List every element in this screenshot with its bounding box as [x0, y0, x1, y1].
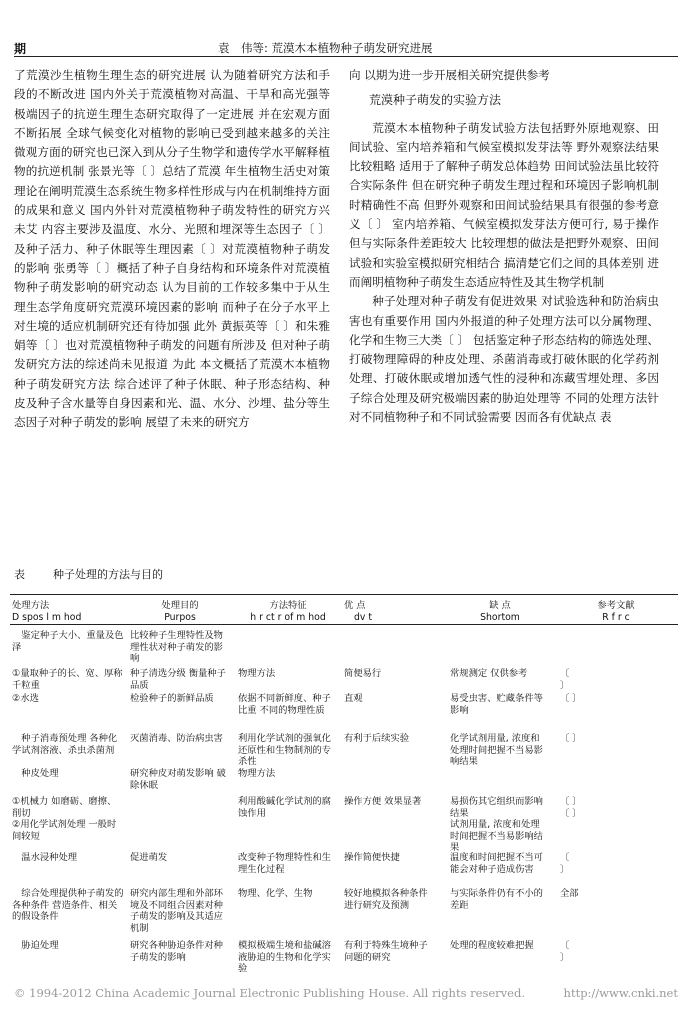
table-cell-feature: 模拟极端生境和盐碱溶液胁迫的生物和化学实验: [238, 940, 331, 974]
table-header-disadvantage: [448, 600, 552, 624]
table-top-rule: [10, 594, 678, 595]
table-cell-feature: 物理、化学、生物: [238, 888, 313, 899]
table-cell-ref: 〔 〕: [560, 733, 582, 744]
table-header-en: Purpos: [164, 612, 196, 623]
table-header-advantage: [344, 600, 444, 624]
table-cell-purpose: 研究种皮对萌发影响 破除休眠: [130, 768, 226, 791]
table-header-en: R f r c: [602, 612, 630, 623]
footer-url: http://www.cnki.net: [563, 986, 678, 1000]
table-header-feature: [236, 600, 340, 624]
table-cell-method: ②水选: [12, 693, 39, 704]
table-header-zh: 处理方法: [12, 600, 50, 611]
header-rule: [14, 56, 678, 57]
table-cell-purpose: 比较种子生理特性及物理性状对种子萌发的影响: [130, 630, 223, 664]
table-cell-method: 鉴定种子大小、重量及色泽: [12, 630, 124, 653]
footer: [14, 986, 678, 1000]
body-paragraph: 了荒漠沙生植物生理生态的研究进展 认为随着研究方法和手段的不断改进 国内外关于荒漠植物对高温、干旱和高光强等极端因子的抗逆生理生态研究取得了一定进展 并在宏观方面不断拓展 全球气候变化对植物的影响已受到越来越多的关注 微观方面的研究也已深入到从分子生物学和遗传学水平解释植物的抗逆机制 张景光等〔 〕总结了荒漠 年生植物生活史对策理论在阐明荒漠生态系统生物多样性形成与内在机制维持方面的成果和意义 国内外针对荒漠植物种子萌发特性的研究方兴未艾 内容主要涉及温度、水分、光照和埋深等生态因子〔 〕及种子活力、种子休眠等生理因素〔 〕对荒漠植物种子萌发的影响 张勇等〔 〕概括了种子自身结构和环境条件对荒漠植物种子萌发影响的研究动态 认为目前的工作较多集中于从生理生态学角度研究荒漠环境因素的影响 而种子在分子水平上对生境的适应机制研究还有待加强 此外 黄振英等〔 〕和朱雅娟等〔 〕也对荒漠植物种子萌发的问题有所涉及 但对种子萌发研究方法的综述尚未见报道 为此 本文概括了荒漠木本植物种子萌发研究方法 综合述评了种子休眠、种子形态结构、种皮及种子含水量等自身因素和光、温、水分、沙埋、盐分等生态因子对种子萌发的影响 展望了未来的研究方: [14, 68, 330, 430]
table-cell-purpose: 灭菌消毒、防治病虫害: [130, 733, 223, 744]
table-cell-method: 温水浸种处理: [21, 852, 78, 863]
table-cell-ref: 〔 〕: [560, 693, 582, 704]
table-cell-purpose: 种子清选分级 衡量种子品质: [130, 668, 226, 691]
table-cell-purpose: 促进萌发: [130, 852, 168, 863]
table-cell-feature: 物理方法: [238, 668, 276, 679]
table-header-zh: 方法特征: [269, 600, 307, 611]
table-header-zh: 处理目的: [161, 600, 199, 611]
table-cell-method: 综合处理提供种子萌发的各种条件 营造条件、相关的假设条件: [12, 888, 124, 922]
table-cell-feature: 依据不同新鲜度、种子比重 不同的物理性质: [238, 693, 331, 716]
table-header-purpose: [128, 600, 232, 624]
table-cell-ref: 全部: [560, 888, 579, 899]
table-cell-adv: 操作方便 效果显著: [344, 796, 422, 807]
table-cell-ref: 〔 〕: [560, 940, 570, 963]
body-paragraph: 荒漠木本植物种子萌发试验方法包括野外原地观察、田间试验、室内培养箱和气候室模拟发芽法等 野外观察法结果比较粗略 适用于了解种子萌发总体趋势 田间试验法虽比较符合实际条件 但在研究种子萌发生理过程和环境因子影响机制时精确性不高 但野外观察和田间试验结果具有很强的参考意义〔 〕 室内培养箱、气候室模拟发芽法方便可行, 易于操作 但与实际条件差距较大 比较理想的做法是把野外观察、田间试验和实验室模拟研究相结合 搞清楚它们之间的具体差别 进而阐明植物种子萌发生态适应特性及其生物学机制: [349, 120, 659, 289]
table-cell-disadv: 化学试剂用量, 浓度和处理时间把握不当易影响结果: [450, 733, 543, 767]
table-header-en: Shortom: [480, 612, 520, 623]
table-cell-adv: 直观: [344, 693, 363, 704]
table-header-method: [12, 600, 124, 624]
running-header: [0, 0, 692, 56]
table-cell-adv: 有利于特殊生境种子问题的研究: [344, 940, 428, 963]
table-cell-ref: 〔 〕: [560, 852, 570, 875]
table-header-reference: [566, 600, 666, 624]
issue-label: 期: [14, 42, 27, 56]
table-cell-adv: 简便易行: [344, 668, 382, 679]
table-cell-purpose: 研究各种胁迫条件对种子萌发的影响: [130, 940, 223, 963]
paragraph-continuation: 向 以期为进一步开展相关研究提供参考: [349, 68, 550, 82]
table-cell-purpose: 研究内部生理和外部环境及不同组合因素对种子萌发的影响及其适应机制: [130, 888, 223, 934]
footer-copyright: © 1994-2012 China Academic Journal Electronic Publishing House. All rights reserved.: [14, 986, 525, 1000]
table-cell-purpose: 检验种子的新鲜品质: [130, 693, 214, 704]
table-cell-method: ①机械力 如磨砺、磨擦、削切 ②用化学试剂处理 一般时间较短: [12, 796, 117, 842]
table-cell-feature: 物理方法: [238, 768, 276, 779]
running-title: 袁 伟等: 荒漠木本植物种子萌发研究进展: [218, 41, 433, 55]
right-column: [349, 66, 659, 427]
table-header-en: h r ct r of m hod: [250, 612, 326, 623]
table-cell-disadv: 温度和时间把握不当可能会对种子造成伤害: [450, 852, 543, 875]
table-header-en: D spos l m hod: [12, 612, 82, 623]
table-caption-text: 种子处理的方法与目的: [53, 568, 163, 581]
table-cell-method: 种皮处理: [21, 768, 59, 779]
table-cell-feature: 改变种子物理特性和生理生化过程: [238, 852, 331, 875]
table-header-zh: 参考文献: [597, 600, 635, 611]
table-cell-adv: 有利于后续实验: [344, 733, 410, 744]
body-paragraph: 种子处理对种子萌发有促进效果 对试验选种和防治病虫害也有重要作用 国内外报道的种子处理方法可以分属物理、化学和生物三大类〔 〕 包括鉴定种子形态结构的筛选处理、打破物理障碍的种皮处理、杀菌消毒或打破休眠的化学药剂处理、打破休眠或增加透气性的浸种和冻藏雪埋处理、多因子综合处理及研究极端因素的胁迫处理等 不同的处理方法针对不同植物种子和不同试验需要 因而各有优缺点 表: [349, 294, 659, 425]
table-cell-disadv: 处理的程度较难把握: [450, 940, 534, 951]
section-heading: 荒漠种子萌发的实验方法: [369, 93, 502, 108]
table-header-rule: [10, 624, 678, 625]
table-cell-adv: 操作简便快捷: [344, 852, 400, 863]
table-cell-method: 胁迫处理: [21, 940, 59, 951]
table-cell-ref: 〔 〕 〔 〕: [560, 796, 582, 819]
table-header-zh: 缺 点: [489, 600, 511, 611]
table-cell-adv: 较好地模拟各种条件进行研究及预测: [344, 888, 428, 911]
table-header-zh: 优 点: [344, 600, 366, 611]
table-header-en: dv t: [354, 612, 373, 623]
table-cell-feature: 利用化学试剂的强氧化还原性和生物制剂的专杀性: [238, 733, 331, 767]
table-cell-ref: 〔 〕: [560, 668, 570, 691]
table-cell-disadv: 易损伤其它组织而影响结果 试剂用量, 浓度和处理时间把握不当易影响结果: [450, 796, 543, 853]
table-caption: [14, 566, 191, 582]
table-cell-method: 种子消毒预处理 各种化学试剂溶液、杀虫杀菌剂: [12, 733, 118, 756]
table-cell-disadv: 与实际条件仍有不小的差距: [450, 888, 543, 911]
table-cell-feature: 利用酸碱化学试剂的腐蚀作用: [238, 796, 331, 819]
table-cell-method: ①量取种子的长、宽、厚称千粒重: [12, 668, 123, 691]
left-column: [14, 66, 330, 433]
table-cell-disadv: 易受虫害、贮藏条件等影响: [450, 693, 543, 716]
table-caption-label: 表: [14, 568, 25, 581]
table-cell-disadv: 常规测定 仅供参考: [450, 668, 528, 679]
